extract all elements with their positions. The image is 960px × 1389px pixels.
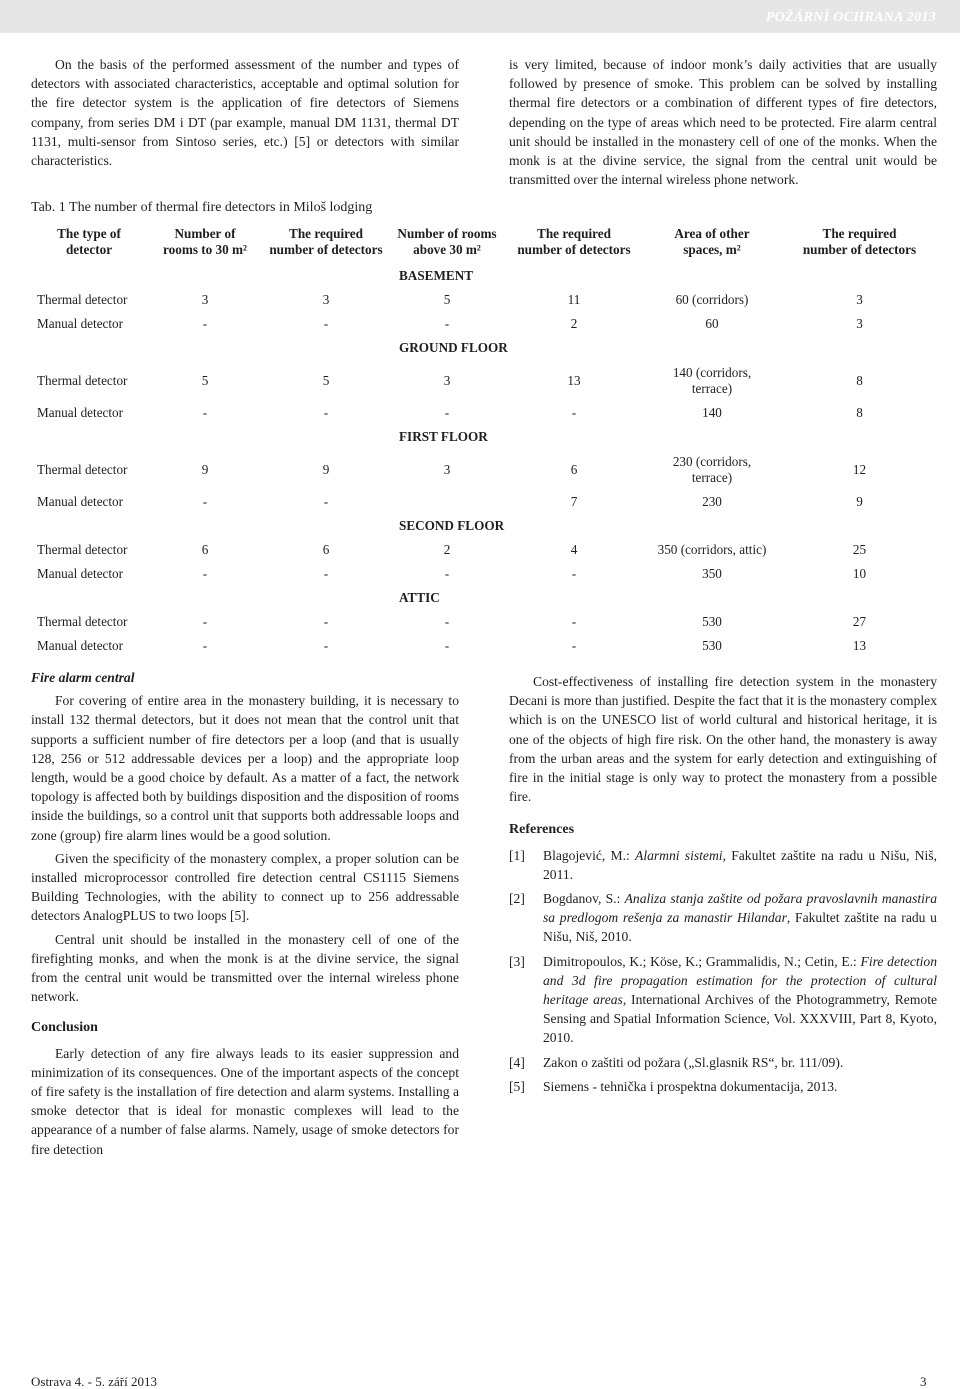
value-cell: 6 <box>201 542 209 557</box>
table-row <box>31 610 938 634</box>
table-caption: Tab. 1 The number of thermal fire detectors in Miloš lodging <box>31 200 373 215</box>
table-row <box>31 538 938 562</box>
value-cell: - <box>202 316 208 331</box>
value-cell: - <box>202 614 208 629</box>
table-row <box>31 288 938 312</box>
empty-cell <box>31 336 147 360</box>
value-cell: - <box>444 566 450 581</box>
value-cell: 140 <box>702 405 722 420</box>
value-cell: - <box>444 638 450 653</box>
value-cell: - <box>202 566 208 581</box>
empty-cell <box>643 586 781 610</box>
column-header-line: number of detectors <box>802 242 917 257</box>
header-bar <box>0 0 960 33</box>
value-cell: 3 <box>443 461 451 477</box>
value-cell: - <box>323 405 329 420</box>
value-cell: 60 (corridors) <box>675 292 749 307</box>
references-heading: References <box>509 822 575 838</box>
empty-cell <box>31 586 147 610</box>
column-header <box>31 224 147 264</box>
detector-type-cell: Thermal detector <box>37 614 128 629</box>
value-cell: 230 (corridors, terrace) <box>672 453 752 485</box>
reference-number: [2] <box>509 891 525 907</box>
table-header-row <box>31 224 938 264</box>
table-row <box>31 360 938 401</box>
right-top-column <box>509 55 937 189</box>
empty-cell <box>781 336 938 360</box>
empty-cell <box>31 264 147 288</box>
reference-number: [4] <box>509 1054 525 1070</box>
value-cell: 13 <box>567 372 581 388</box>
column-header-line: above 30 m² <box>413 242 481 257</box>
detector-type-cell: Thermal detector <box>37 292 128 307</box>
reference-authors: Siemens - tehnička i prospektna dokumentacija, 2013. <box>543 1078 838 1094</box>
reference-item <box>509 1077 937 1096</box>
value-cell: 25 <box>852 542 867 557</box>
value-cell: - <box>444 405 450 420</box>
table-row <box>31 401 938 425</box>
empty-cell <box>147 514 263 538</box>
value-cell <box>389 490 505 514</box>
empty-cell <box>31 514 147 538</box>
empty-cell <box>643 336 781 360</box>
value-cell: 6 <box>322 542 330 557</box>
empty-cell <box>781 586 938 610</box>
journal-title: POŽÁRNÍ OCHRANA 2013 <box>765 10 936 25</box>
empty-cell <box>147 425 263 449</box>
detector-type-cell: Manual detector <box>37 316 124 331</box>
table-row <box>31 449 938 490</box>
continued-paragraph: is very limited, because of indoor monk’s daily activities that are usually followed by presence of smoke. This problem can be solved by installing thermal fire detectors or a combination of different types of fire detectors, depending on the type of areas which need to be protected. Fire alarm central unit should be installed in the monastery cell of one of the monks. When the monk is at the divine service, the signal from the central unit would be transmitted over the internal wireless phone network. <box>509 57 937 188</box>
detector-type-cell: Manual detector <box>37 566 124 581</box>
value-cell: - <box>444 316 450 331</box>
empty-cell <box>643 264 781 288</box>
value-cell: 60 <box>705 316 719 331</box>
left-bottom-column <box>31 668 459 1159</box>
column-header <box>505 224 643 264</box>
reference-item <box>509 846 937 884</box>
section-title: BASEMENT <box>399 268 474 283</box>
value-cell: 3 <box>856 292 863 307</box>
detector-table <box>31 224 938 658</box>
detector-type-cell: Manual detector <box>37 494 124 509</box>
table-row <box>31 562 938 586</box>
reference-number: [3] <box>509 953 525 969</box>
fire-alarm-paragraph-3: Central unit should be installed in the monastery cell of one of the firefighting monks, and when the monk is at the divine service, the signal from the central unit would be transmitted over the internal wireless phone network. <box>31 931 459 1005</box>
value-cell: 2 <box>443 542 451 557</box>
value-cell: 530 <box>702 614 722 629</box>
section-title: ATTIC <box>399 590 440 605</box>
value-cell: 140 (corridors, terrace) <box>672 364 752 396</box>
empty-cell <box>263 425 389 449</box>
column-header-line: The required <box>289 226 363 241</box>
right-bottom-column <box>509 672 937 1101</box>
value-cell: 8 <box>856 405 863 420</box>
section-row <box>31 336 938 360</box>
reference-number: [1] <box>509 847 525 863</box>
value-cell: - <box>571 638 577 653</box>
detector-type-cell: Thermal detector <box>37 461 128 477</box>
value-cell: - <box>323 316 329 331</box>
column-header-line: Number of rooms <box>397 226 497 241</box>
section-row <box>31 586 938 610</box>
column-header-line: number of detectors <box>269 242 383 257</box>
column-header-line: spaces, m² <box>683 242 741 257</box>
column-header-line: The type of <box>57 226 121 241</box>
value-cell: 9 <box>201 461 209 477</box>
value-cell: 5 <box>443 292 451 307</box>
column-header <box>781 224 938 264</box>
value-cell: 5 <box>201 372 209 388</box>
value-cell: 27 <box>852 614 867 629</box>
value-cell: - <box>323 566 329 581</box>
empty-cell <box>781 425 938 449</box>
value-cell: - <box>571 566 577 581</box>
value-cell: 2 <box>570 316 578 331</box>
value-cell: 4 <box>570 542 578 557</box>
detector-type-cell: Thermal detector <box>37 372 128 388</box>
empty-cell <box>263 514 389 538</box>
value-cell: - <box>571 405 577 420</box>
table-row <box>31 634 938 658</box>
reference-publisher: , Fakultet zaštite na radu u Nišu, Niš, 2011. <box>543 847 937 882</box>
value-cell: - <box>323 638 329 653</box>
column-header <box>147 224 263 264</box>
fire-alarm-paragraph-1: For covering of entire area in the monastery building, it is necessary to install 132 thermal detectors, but it does not mean that the control unit that supports a sufficient number of fire detectors per a loop (and that is usually 128, 256 or 512 addressable devices per a loop) and the appropriate loop length, would be a good choice by default. As a matter of a fact, the network topology is affected both by buildings disposition and the disposition of rooms inside the buildings, so a control unit that supports both addressable loops and zone (group) fire alarm lines would be a good solution. <box>31 693 459 843</box>
reference-authors: Dimitropoulos, K.; Köse, K.; Grammalidis, N.; Cetin, E.: <box>543 953 861 969</box>
value-cell: 10 <box>852 566 867 581</box>
empty-cell <box>643 514 781 538</box>
value-cell: 9 <box>856 494 863 509</box>
column-header <box>263 224 389 264</box>
references-list <box>509 846 937 1096</box>
empty-cell <box>147 586 263 610</box>
fire-alarm-paragraph-2: Given the specificity of the monastery complex, a proper solution can be installed microprocessor controlled fire detection central CS1115 Siemens Building Technologies, with the ability to connect up to 256 addressable detectors AnalogPLUS to two loops [5]. <box>31 850 459 924</box>
reference-title: Analiza stanja zaštite od požara pravoslavnih manastira sa predlogom rešenja za manastir Hilandar <box>543 891 937 926</box>
value-cell: 5 <box>322 372 330 388</box>
column-header-line: Area of other <box>674 226 750 241</box>
value-cell: 3 <box>201 292 209 307</box>
reference-authors: Blagojević, M.: <box>543 847 636 863</box>
value-cell: 9 <box>322 461 330 477</box>
reference-title: Fire detection and 3d fire propagation estimation for the protection of cultural heritage areas <box>543 953 937 1008</box>
empty-cell <box>147 264 263 288</box>
value-cell: 13 <box>852 638 867 653</box>
value-cell: 7 <box>570 494 578 509</box>
footer-venue-date: Ostrava 4. - 5. září 2013 <box>31 1374 157 1389</box>
value-cell: 3 <box>443 372 451 388</box>
empty-cell <box>781 264 938 288</box>
column-header-line: The required <box>822 226 897 241</box>
empty-cell <box>643 425 781 449</box>
detector-type-cell: Manual detector <box>37 405 124 420</box>
value-cell: - <box>323 494 329 509</box>
reference-publisher: , Fakultet zaštite na radu u Nišu, Niš, 2010. <box>543 910 937 945</box>
conclusion-paragraph: Early detection of any fire always leads to its easier suppression and minimization of its consequences. One of the important aspects of the concept of fire safety is the installation of fire detection and alarm systems. Installing a smoke detector that is ideal for monastic complexes will lead to the appearance of a number of false alarms. Namely, usage of smoke detectors for fire detection <box>31 1045 459 1157</box>
section-title: FIRST FLOOR <box>399 429 488 444</box>
value-cell: - <box>202 494 208 509</box>
left-top-column <box>31 55 459 170</box>
column-header <box>643 224 781 264</box>
section-title: GROUND FLOOR <box>399 340 508 355</box>
section-row <box>31 425 938 449</box>
intro-paragraph: On the basis of the performed assessment of the number and types of detectors with associated characteristics, acceptable and optimal solution for the fire detector system is the application of fire detectors of Siemens company, from series DM i DT (par example, manual DM 1131, thermal DT 1131, multi-sensor from Sintoso series, etc.) [5] or detectors with similar characteristics. <box>31 57 459 169</box>
value-cell: - <box>323 614 329 629</box>
value-cell: 350 (corridors, attic) <box>657 542 767 557</box>
reference-authors: Zakon o zaštiti od požara („Sl.glasnik RS“, br. 111/09). <box>543 1054 844 1070</box>
table-row <box>31 490 938 514</box>
value-cell: 6 <box>570 461 578 477</box>
reference-authors: Bogdanov, S.: <box>543 891 625 907</box>
page-number: 3 <box>920 1374 927 1389</box>
empty-cell <box>263 264 389 288</box>
reference-number: [5] <box>509 1078 525 1094</box>
value-cell: 3 <box>856 316 863 331</box>
empty-cell <box>147 336 263 360</box>
table-body <box>31 264 938 658</box>
value-cell: 3 <box>322 292 330 307</box>
value-cell: - <box>444 614 450 629</box>
column-header-line: The required <box>537 226 611 241</box>
value-cell: 8 <box>856 372 863 388</box>
reference-item <box>509 952 937 1048</box>
fire-alarm-heading: Fire alarm central <box>31 670 135 685</box>
table-row <box>31 312 938 336</box>
section-row <box>31 514 938 538</box>
column-header-line: Number of <box>174 226 236 241</box>
reference-item <box>509 1053 937 1072</box>
section-title: SECOND FLOOR <box>399 518 505 533</box>
empty-cell <box>31 425 147 449</box>
reference-title: Alarmni sistemi <box>635 847 723 863</box>
column-header-line: rooms to 30 m² <box>163 242 247 257</box>
value-cell: - <box>202 638 208 653</box>
cost-paragraph: Cost-effectiveness of installing fire detection system in the monastery Decani is more than justified. Despite the fact that it is the monastery complex which is on the UNESCO list of world cultural and historical heritage, it is one of the objects of high fire risk. On the other hand, the monastery is away from the urban areas and the system for early detection and extinguishing of fire in the initial stage is only way to protect the monastery from a possible fire. <box>509 674 937 805</box>
section-row <box>31 264 938 288</box>
empty-cell <box>263 586 389 610</box>
value-cell: - <box>202 405 208 420</box>
value-cell: 530 <box>702 638 722 653</box>
value-cell: 12 <box>852 461 867 477</box>
column-header <box>389 224 505 264</box>
reference-publisher: , International Archives of the Photogrammetry, Remote Sensing and Spatial Information Science, Vol. XXXVIII, Part 8, Kyoto, 2010. <box>543 992 937 1046</box>
value-cell: 230 <box>702 494 722 509</box>
value-cell: 11 <box>567 292 581 307</box>
empty-cell <box>781 514 938 538</box>
value-cell: - <box>571 614 577 629</box>
reference-item <box>509 889 937 947</box>
value-cell: 350 <box>702 566 722 581</box>
column-header-line: number of detectors <box>517 242 631 257</box>
empty-cell <box>263 336 389 360</box>
conclusion-heading: Conclusion <box>31 1020 98 1036</box>
column-header-line: detector <box>65 242 113 257</box>
detector-type-cell: Thermal detector <box>37 542 128 557</box>
detector-type-cell: Manual detector <box>37 638 124 653</box>
